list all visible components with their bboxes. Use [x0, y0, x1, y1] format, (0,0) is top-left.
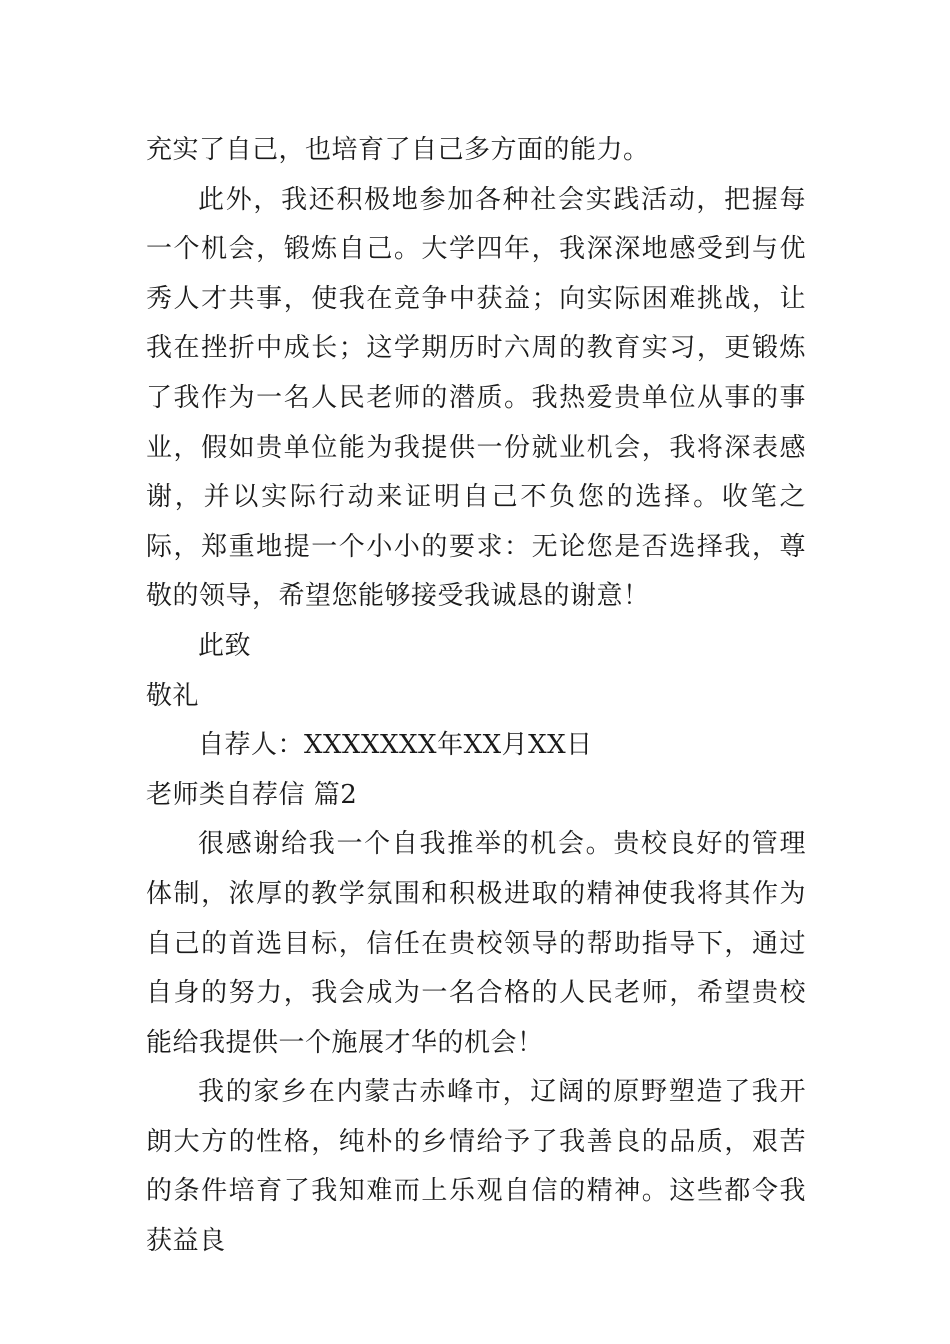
closing-regards: 敬礼 [146, 680, 200, 711]
paragraph-hometown: 我的家乡在内蒙古赤峰市，辽阔的原野塑造了我开朗大方的性格，纯朴的乡情给予了我善良的品质，艰苦的条件培育了我知难而上乐观自信的精神。这些都令我获益良 [146, 1077, 806, 1257]
section-heading: 老师类自荐信 篇2 [146, 779, 358, 810]
paragraph-continuation: 充实了自己，也培育了自己多方面的能力。 [146, 135, 650, 165]
closing-salutation: 此致 [198, 630, 252, 661]
document-body [146, 126, 806, 1267]
paragraph-social-practice: 此外，我还积极地参加各种社会实践活动，把握每一个机会，锻炼自己。大学四年，我深深地感受到与优秀人才共事，使我在竞争中获益；向实际困难挑战，让我在挫折中成长；这学期历时六周的教育实习，更锻炼了我作为一名人民老师的潜质。我热爱贵单位从事的事业，假如贵单位能为我提供一份就业机会，我将深表感谢，并以实际行动来证明自己不负您的选择。收笔之际，郑重地提一个小小的要求：无论您是否选择我，尊敬的领导，希望您能够接受我诚恳的谢意！ [146, 184, 806, 612]
signature-line: 自荐人：XXXXXXX年XX月XX日 [198, 730, 593, 761]
paragraph-thanks: 很感谢给我一个自我推举的机会。贵校良好的管理体制，浓厚的教学氛围和积极进取的精神使我将其作为自己的首选目标，信任在贵校领导的帮助指导下，通过自身的努力，我会成为一名合格的人民老师，希望贵校能给我提供一个施展才华的机会！ [146, 829, 806, 1058]
